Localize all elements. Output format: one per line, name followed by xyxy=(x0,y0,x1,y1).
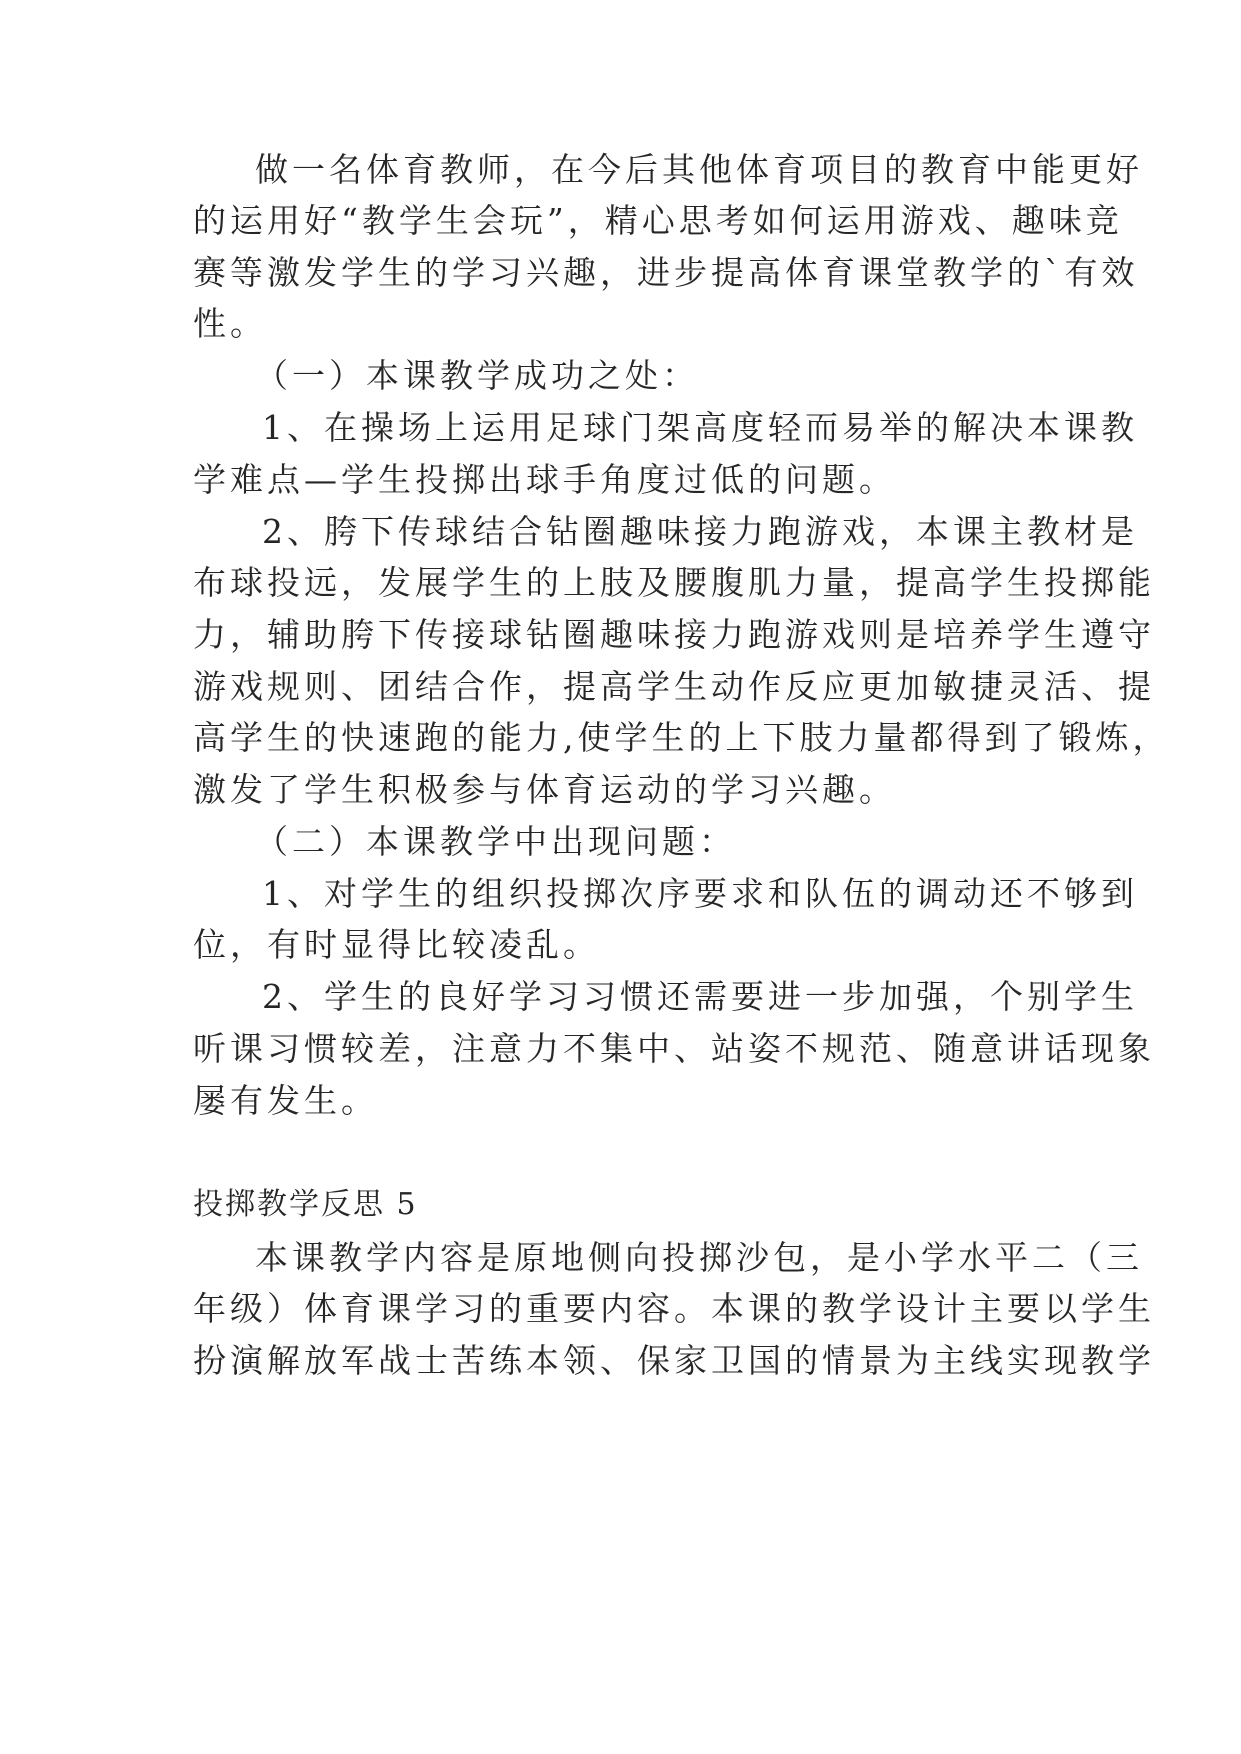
paragraph-line: 屡有发生。 xyxy=(193,1081,378,1120)
paragraph-line: 游戏规则、团结合作，提高学生动作反应更加敏捷灵活、提 xyxy=(193,667,1155,706)
paragraph-line: 的运用好“教学生会玩”，精心思考如何运用游戏、趣味竞 xyxy=(193,201,1123,240)
paragraph-line: 激发了学生积极参与体育运动的学习兴趣。 xyxy=(193,770,896,809)
paragraph-line: 2、学生的良好学习习惯还需要进一步加强，个别学生 xyxy=(262,977,1138,1016)
section-heading: （一）本课教学成功之处： xyxy=(255,356,699,395)
section-heading: （二）本课教学中出现问题： xyxy=(255,822,736,861)
paragraph-line: 听课习惯较差，注意力不集中、站姿不规范、随意讲话现象 xyxy=(193,1029,1155,1068)
paragraph-line: 力，辅助胯下传接球钻圈趣味接力跑游戏则是培养学生遵守 xyxy=(193,615,1155,654)
paragraph-line: 位，有时显得比较凌乱。 xyxy=(193,925,600,964)
paragraph-line: 扮演解放军战士苦练本领、保家卫国的情景为主线实现教学 xyxy=(193,1341,1155,1380)
paragraph-line: 赛等激发学生的学习兴趣，进步提高体育课堂教学的`有效 xyxy=(193,253,1139,292)
paragraph-line: 1、对学生的组织投掷次序要求和队伍的调动还不够到 xyxy=(262,874,1138,913)
paragraph-line: 做一名体育教师，在今后其他体育项目的教育中能更好 xyxy=(255,150,1143,189)
paragraph-line: 布球投远，发展学生的上肢及腰腹肌力量，提高学生投掷能 xyxy=(193,563,1155,602)
paragraph-line: 学难点—学生投掷出球手角度过低的问题。 xyxy=(193,460,896,499)
paragraph-line: 本课教学内容是原地侧向投掷沙包，是小学水平二（三 xyxy=(255,1238,1143,1277)
section-title: 投掷教学反思 5 xyxy=(193,1187,418,1222)
paragraph-line: 性。 xyxy=(193,304,267,343)
paragraph-line: 高学生的快速跑的能力,使学生的上下肢力量都得到了锻炼， xyxy=(193,718,1170,757)
paragraph-line: 年级）体育课学习的重要内容。本课的教学设计主要以学生 xyxy=(193,1289,1155,1328)
paragraph-line: 2、胯下传球结合钻圈趣味接力跑游戏，本课主教材是 xyxy=(262,512,1138,551)
paragraph-line: 1、在操场上运用足球门架高度轻而易举的解决本课教 xyxy=(262,408,1138,447)
